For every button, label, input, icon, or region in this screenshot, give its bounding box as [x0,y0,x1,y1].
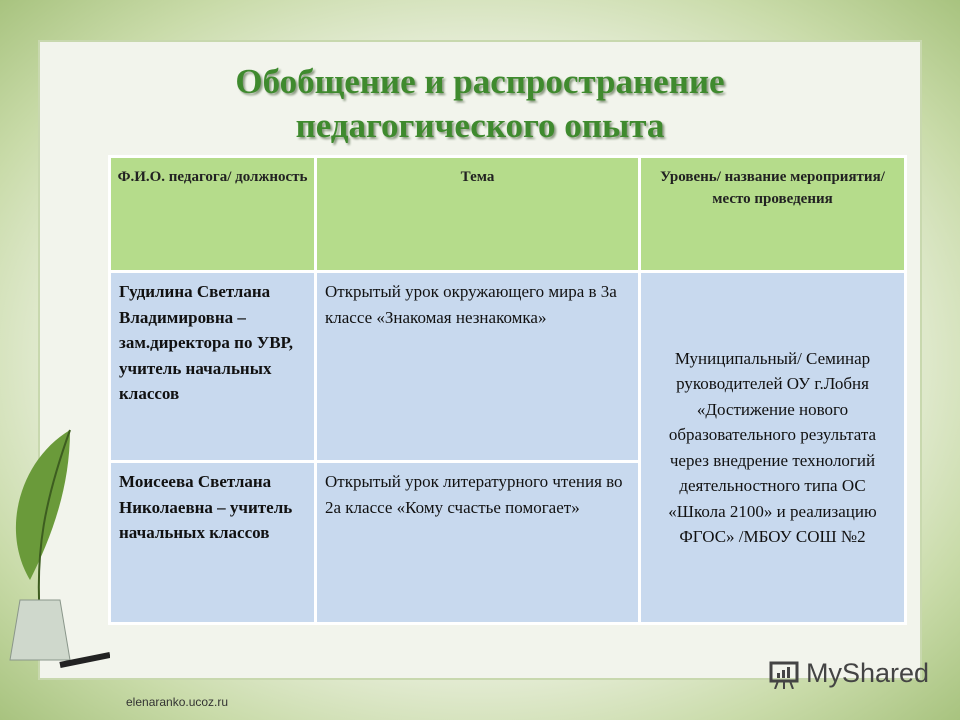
header-name: Ф.И.О. педагога/ должность [110,157,316,272]
site-watermark: elenaranko.ucoz.ru [126,695,229,709]
myshared-logo [768,658,929,689]
slide-title [0,60,960,148]
teacher-name: Гудилина Светлана Владимировна – зам.директора по УВР, учитель начальных классов [110,272,316,462]
teacher-name: Моисеева Светлана Николаевна – учитель начальных классов [110,462,316,624]
event-level: Муниципальный/ Семинар руководителей ОУ г.Лобня «Достижение нового образовательного результата через внедрение технологий деятельностного типа ОС «Школа 2100» и реализацию ФГОС» /МБОУ СОШ №2 [640,272,906,624]
header-topic: Тема [316,157,640,272]
lesson-topic: Открытый урок окружающего мира в 3а классе «Знакомая незнакомка» [316,272,640,462]
title-line-2: педагогического опыта [295,106,665,145]
table-header-row [110,157,906,272]
lesson-topic: Открытый урок литературного чтения во 2а классе «Кому счастье помогает» [316,462,640,624]
quill-inkwell-icon [0,420,110,680]
experience-table [108,155,907,625]
title-line-1: Обобщение и распространение [235,62,725,101]
presentation-icon [768,659,800,689]
table-row [110,272,906,462]
logo-text: MyShared [806,658,930,688]
header-level: Уровень/ название мероприятия/ место проведения [640,157,906,272]
